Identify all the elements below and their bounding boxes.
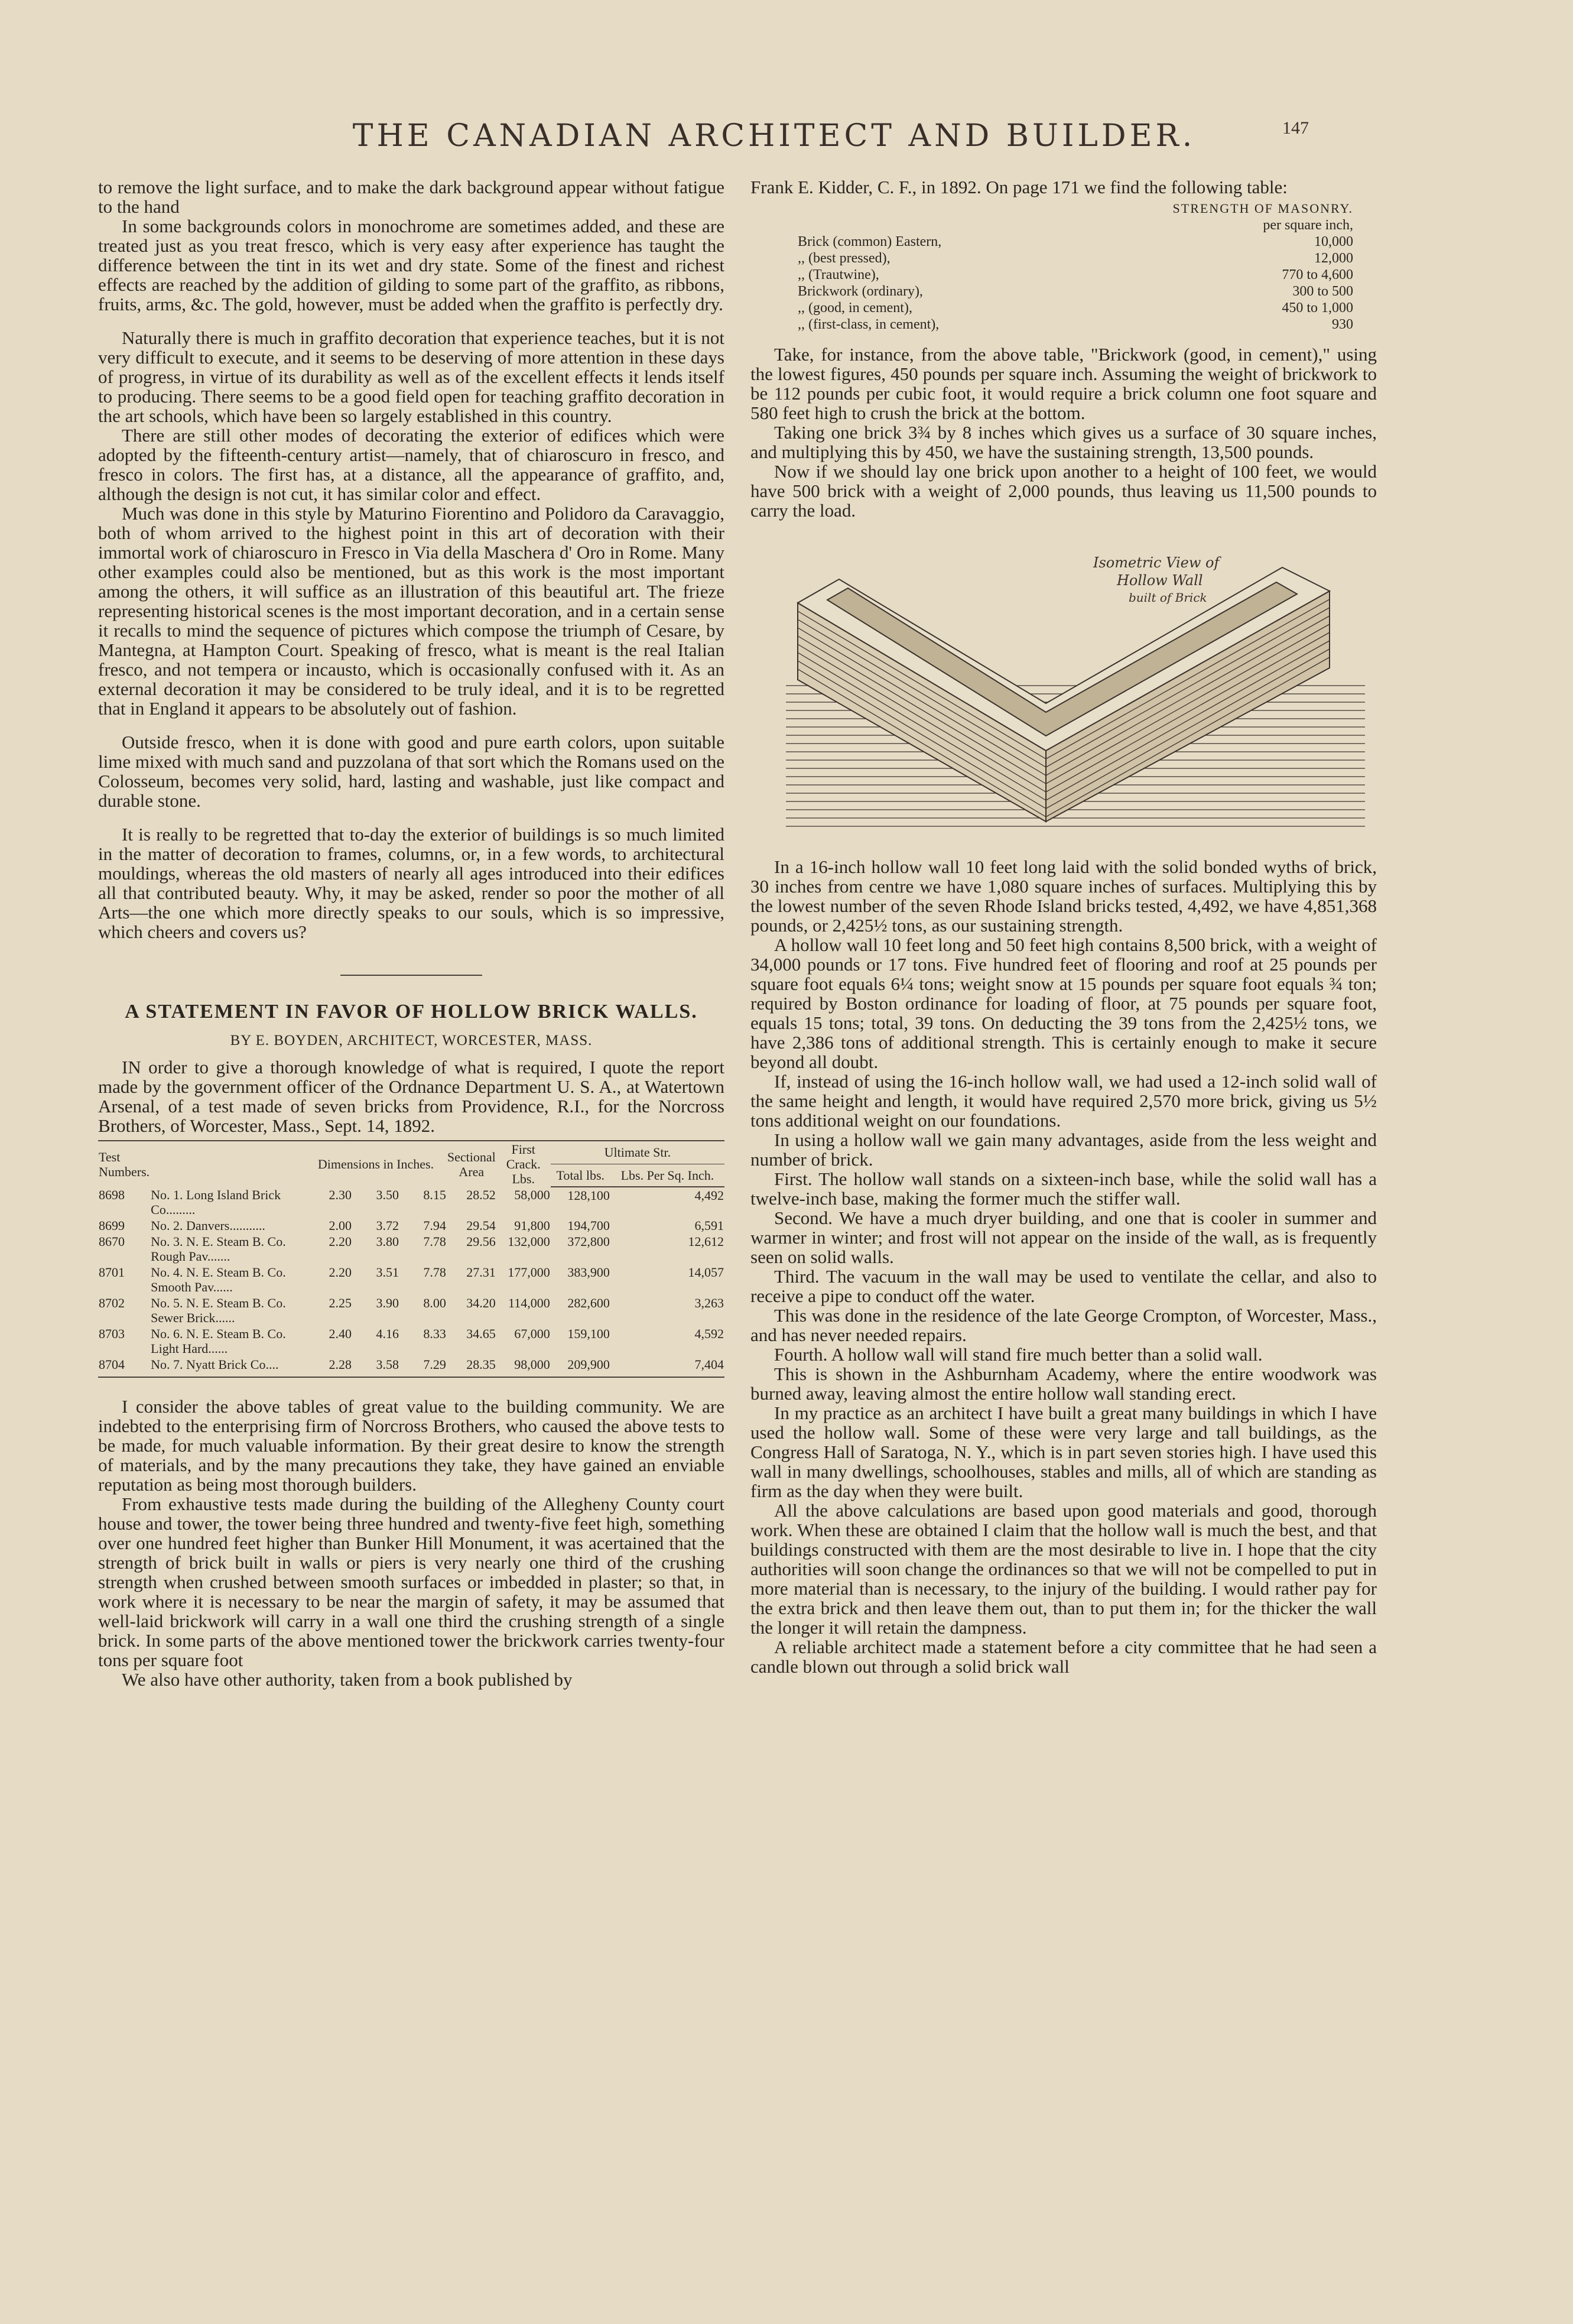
cell-no: No. 2. (151, 1218, 183, 1233)
masonry-table-title: STRENGTH OF MASONRY. (1172, 201, 1353, 216)
brick-test-table (98, 1140, 724, 1378)
cell-brick-name: N. E. Steam B. Co. Light Hard...... (151, 1326, 286, 1356)
cell-area: 34.65 (466, 1326, 496, 1341)
cell-per: 12,612 (688, 1234, 724, 1249)
cell-total: 128,100 (567, 1188, 610, 1203)
cell-area: 27.31 (466, 1265, 496, 1280)
cell-test-number: 8670 (99, 1234, 125, 1249)
cell-area: 29.54 (466, 1218, 496, 1233)
paragraph: It is really to be regretted that to-day the exterior of buildings is so much limited in the matter of decoration to frames, columns, or, in a few words, to architectural mouldings, whereas the old masters of nearly all ages introduced into their edifices all that contributed beauty. Why, it may be asked, render so poor the mother of all Arts—the one which more directly speaks to our souls, which is so impressive, which cheers and covers us? (98, 824, 724, 942)
masonry-value: 10,000 (1314, 234, 1353, 249)
figure-caption-3: built of Brick (1129, 590, 1207, 605)
cell-d1: 2.20 (329, 1234, 352, 1249)
table-row (98, 1187, 724, 1218)
cell-crack: 58,000 (514, 1187, 550, 1202)
cell-d3: 7.78 (423, 1234, 446, 1249)
cell-no: No. 6. (151, 1326, 183, 1341)
cell-no: No. 7. (151, 1357, 183, 1372)
masonry-label: ,, (best pressed), (798, 251, 890, 266)
cell-d2: 3.72 (376, 1218, 399, 1233)
cell-brick-name: N. E. Steam B. Co. Smooth Pav...... (151, 1265, 286, 1294)
cell-test-number: 8703 (99, 1326, 125, 1341)
paragraph: This was done in the residence of the late George Crompton, of Worcester, Mass., and has never needed repairs. (750, 1305, 1377, 1345)
section-divider (340, 975, 482, 976)
cell-crack: 132,000 (508, 1234, 550, 1249)
table-row (98, 1218, 724, 1234)
th-name (150, 1141, 305, 1187)
th-per-sq-inch: Lbs. Per Sq. Inch. (610, 1164, 724, 1187)
cell-total: 372,800 (567, 1234, 610, 1249)
cell-test-number: 8704 (98, 1356, 150, 1377)
cell-d1: 2.28 (305, 1356, 352, 1377)
cell-d3: 8.33 (423, 1326, 446, 1341)
cell-total: 159,100 (567, 1326, 610, 1341)
hollow-wall-drawing (750, 538, 1377, 833)
masonry-label: Brick (common) Eastern, (798, 234, 942, 249)
running-title: THE CANADIAN ARCHITECT AND BUILDER. (352, 118, 1196, 154)
masonry-value: 300 to 500 (1292, 284, 1353, 299)
cell-d1: 2.20 (329, 1265, 352, 1280)
cell-total: 282,600 (567, 1296, 610, 1310)
cell-area: 28.52 (466, 1187, 496, 1202)
masonry-table-subtitle: per square inch, (1263, 218, 1353, 233)
cell-area: 34.20 (466, 1296, 496, 1310)
paragraph: Second. We have a much dryer building, and one that is cooler in summer and warmer in winter; and frost will not appear on the inside of the wall, as is frequently seen on solid walls. (750, 1208, 1377, 1267)
paragraph: We also have other authority, taken from a book published by (122, 1669, 573, 1690)
left-column (98, 177, 724, 1689)
paragraph: Taking one brick 3¾ by 8 inches which gives us a surface of 30 square inches, and multiplying this by 450, we have the sustaining strength, 13,500 pounds. (750, 422, 1377, 462)
cell-no: No. 3. (151, 1234, 183, 1249)
paragraph: Fourth. A hollow wall will stand fire much better than a solid wall. (774, 1344, 1263, 1365)
paragraph: In a 16-inch hollow wall 10 feet long laid with the solid bonded wyths of brick, 30 inches from centre we have 1,080 square inches of surfaces. Multiplying this by the lowest number of the seven Rhode Island bricks tested, 4,492, we have 4,851,368 pounds, or 2,425½ tons, as our sustaining strength. (750, 856, 1377, 936)
cell-per: 4,492 (694, 1188, 724, 1203)
cell-area: 29.56 (466, 1234, 496, 1249)
cell-total: 383,900 (567, 1265, 610, 1280)
right-column (750, 177, 1377, 1676)
cell-crack: 177,000 (508, 1265, 550, 1280)
masonry-row (750, 233, 1377, 250)
cell-crack: 91,800 (514, 1218, 550, 1233)
cell-total: 194,700 (567, 1218, 610, 1233)
cell-brick-name: N. E. Steam B. Co. Sewer Brick...... (151, 1296, 286, 1325)
masonry-label: Brickwork (ordinary), (798, 284, 923, 299)
table-row (98, 1264, 724, 1295)
th-test-numbers: Test Numbers. (98, 1141, 150, 1187)
masonry-label: ,, (good, in cement), (798, 300, 912, 316)
th-first-crack: First Crack. Lbs. (496, 1141, 551, 1187)
masonry-label: ,, (first-class, in cement), (798, 317, 940, 332)
paragraph: First. The hollow wall stands on a sixteen-inch base, while the solid wall has a twelve-inch base, making the former much the stiffer wall. (750, 1169, 1377, 1209)
cell-brick-name: Long Island Brick Co......... (151, 1187, 281, 1217)
cell-per: 14,057 (688, 1265, 724, 1280)
figure-caption-1: Isometric View of (1093, 554, 1220, 571)
paragraph: Much was done in this style by Maturino Fiorentino and Polidoro da Caravaggio, both of whom arrived to the highest point in this art of decoration with their immortal work of chiaroscuro in Fresco in Via della Maschera d' Oro in Rome. Many other examples could also be mentioned, but as this work is the most important among the others, it will suffice as an illustration of this beautiful art. The frieze representing historical scenes is the most important decoration, and in a certain sense it recalls to mind the sequence of pictures which compose the triumph of Cesare, by Mantegna, at Hampton Court. Speaking of fresco, what is meant is the real Italian fresco, and not tempera or incausto, which is occasionally confused with it. As an external decoration it may be considered to be truly ideal, and it is to be regretted that in England it appears to be absolutely out of fashion. (98, 503, 724, 719)
paragraph: In using a hollow wall we gain many advantages, aside from the less weight and number of brick. (750, 1129, 1377, 1170)
cell-per: 7,404 (610, 1356, 724, 1377)
page-number: 147 (1282, 118, 1309, 138)
th-total: Total lbs. (551, 1164, 610, 1187)
cell-test-number: 8701 (99, 1265, 125, 1280)
paragraph: Now if we should lay one brick upon another to a height of 100 feet, we would have 500 brick with a weight of 2,000 pounds, thus leaving us 11,500 pounds to carry the load. (750, 461, 1377, 521)
cell-brick-name: Nyatt Brick Co.... (186, 1357, 279, 1372)
paragraph: Take, for instance, from the above table, "Brickwork (good, in cement)," using the lowest figures, 450 pounds per square inch. Assuming the weight of brickwork to be 112 pounds per cubic foot, it would require a brick column one foot square and 580 feet high to crush the brick at the bottom. (750, 344, 1377, 423)
paragraph: A hollow wall 10 feet long and 50 feet high contains 8,500 brick, with a weight of 34,000 pounds or 17 tons. Five hundred feet of flooring and roof at 25 pounds per square foot equals 6¼ tons; weight snow at 15 pounds per square foot equals ¾ ton; required by Boston ordinance for loading of floor, at 75 pounds per square foot, equals 15 tons; total, 39 tons. On deducting the 39 tons from the 2,425½ tons, we have 2,386 tons of additional strength. This is certainly enough to make it secure beyond all doubt. (750, 934, 1377, 1072)
masonry-row (750, 250, 1377, 267)
cell-per: 4,592 (694, 1326, 724, 1341)
paragraph: From exhaustive tests made during the building of the Allegheny County court house and tower, the tower being three hundred and twenty-five feet high, something over one hundred feet higher than Bunker Hill Monument, it was acertained that the strength of brick built in walls or piers is very nearly one third of the crushing strength when crushed between smooth surfaces or imbedded in plaster; so that, in work where it is necessary to be near the margin of safety, it may be assumed that well-laid brickwork will carry in a wall one third the crushing strength of a single brick. In some parts of the above mentioned tower the brickwork carries twenty-four tons per square foot (98, 1494, 724, 1670)
cell-d3: 7.94 (423, 1218, 446, 1233)
article-title: A STATEMENT IN FAVOR OF HOLLOW BRICK WALLS. (125, 1001, 698, 1023)
paragraph: A reliable architect made a statement before a city committee that he had seen a candle blown out through a solid brick wall (750, 1637, 1377, 1677)
paragraph: Frank E. Kidder, C. F., in 1892. On page 171 we find the following table: (750, 177, 1288, 197)
table-row (98, 1356, 724, 1377)
cell-crack: 114,000 (508, 1296, 550, 1310)
paragraph: Outside fresco, when it is done with good and pure earth colors, upon suitable lime mixed with much sand and puzzolana of that sort which the Romans used on the Colosseum, becomes very solid, hard, lasting and washable, just like compact and durable stone. (98, 732, 724, 811)
cell-per: 3,263 (694, 1296, 724, 1310)
running-head (0, 118, 1573, 160)
cell-area: 28.35 (447, 1356, 496, 1377)
cell-crack: 98,000 (496, 1356, 551, 1377)
th-ultimate: Ultimate Str. (551, 1141, 724, 1164)
cell-d1: 2.25 (329, 1296, 352, 1310)
cell-test-number: 8698 (99, 1187, 125, 1202)
masonry-row (750, 267, 1377, 283)
th-sectional-area: Sectional Area (447, 1141, 496, 1187)
masonry-label: ,, (Trautwine), (798, 267, 879, 283)
cell-d3: 7.29 (399, 1356, 447, 1377)
masonry-strength-table (750, 200, 1377, 333)
cell-crack: 67,000 (514, 1326, 550, 1341)
paragraph: This is shown in the Ashburnham Academy, where the entire woodwork was burned away, leaving almost the entire hollow wall standing erect. (750, 1364, 1377, 1404)
figure-caption-2: Hollow Wall (1117, 572, 1203, 589)
article-intro: IN order to give a thorough knowledge of what is required, I quote the report made by the government officer of the Ordnance Department U. S. A., at Watertown Arsenal, of a test made of seven bricks from Providence, R.I., for the Norcross Brothers, of Worcester, Mass., Sept. 14, 1892. (98, 1057, 724, 1136)
masonry-row (750, 300, 1377, 316)
cell-d1: 2.30 (329, 1187, 352, 1202)
masonry-row (750, 316, 1377, 333)
cell-d2: 3.50 (376, 1187, 399, 1202)
cell-no: No. 5. (151, 1296, 183, 1310)
masonry-value: 12,000 (1314, 251, 1353, 266)
paragraph: I consider the above tables of great value to the building community. We are indebted to the enterprising firm of Norcross Brothers, who caused the above tests to be made, for much valuable information. By their great desire to know the strength of materials, and by the many precautions they take, they have gained an enviable reputation as being most thorough builders. (98, 1396, 724, 1495)
cell-brick-name: N. E. Steam B. Co. Rough Pav....... (151, 1234, 286, 1264)
cell-brick-name: Danvers........... (186, 1218, 265, 1233)
masonry-value: 770 to 4,600 (1282, 267, 1353, 283)
cell-d2: 4.16 (376, 1326, 399, 1341)
cell-per: 6,591 (694, 1218, 724, 1233)
cell-d3: 7.78 (423, 1265, 446, 1280)
paragraph: In some backgrounds colors in monochrome are sometimes added, and these are treated just as you treat fresco, which is very easy after experience has taught the difference between the tint in its wet and dry state. Some of the finest and richest effects are reached by the addition of gilding to some part of the graffito, as ribbons, fruits, arms, &c. The gold, however, must be added when the graffito is perfectly dry. (98, 216, 724, 314)
cell-total: 209,900 (551, 1356, 610, 1377)
cell-no: No. 1. (151, 1187, 183, 1202)
cell-d3: 8.15 (423, 1187, 446, 1202)
paragraph: In my practice as an architect I have built a great many buildings in which I have used the hollow wall. Some of these were very large and tall buildings, as the Congress Hall of Saratoga, N. Y., which is in part seven stories high. I have used this wall in many dwellings, schoolhouses, stables and mills, all of which are standing as firm as the day when they were built. (750, 1403, 1377, 1501)
cell-d2: 3.51 (376, 1265, 399, 1280)
cell-d2: 3.58 (352, 1356, 399, 1377)
cell-d2: 3.80 (376, 1234, 399, 1249)
table-row (98, 1295, 724, 1326)
masonry-value: 450 to 1,000 (1282, 300, 1353, 316)
paragraph: There are still other modes of decorating the exterior of edifices which were adopted by the fifteenth-century artist—namely, that of chiaroscuro in fresco, and fresco in colors. The first has, at a distance, all the appearance of graffito, and, although the design is not cut, it has similar color and effect. (98, 425, 724, 504)
cell-d2: 3.90 (376, 1296, 399, 1310)
cell-d3: 8.00 (423, 1296, 446, 1310)
th-dimensions: Dimensions in Inches. (305, 1141, 447, 1187)
masonry-value: 930 (1332, 317, 1353, 332)
paragraph: to remove the light surface, and to make the dark background appear without fatigue to the hand (98, 177, 724, 217)
table-row (98, 1326, 724, 1356)
paragraph: Naturally there is much in graffito decoration that experience teaches, but it is not very difficult to execute, and it seems to be deserving of more attention in these days of progress, in virtue of its durability as well as of the excellent effects it lends itself to producing. There seems to be a good field open for teaching graffito decoration in the art schools, which have been so largely established in this country. (98, 327, 724, 426)
cell-no: No. 4. (151, 1265, 183, 1280)
cell-test-number: 8699 (99, 1218, 125, 1233)
article-byline: BY E. BOYDEN, ARCHITECT, WORCESTER, MASS. (230, 1033, 593, 1049)
cell-d1: 2.40 (329, 1326, 352, 1341)
cell-d1: 2.00 (329, 1218, 352, 1233)
hollow-wall-illustration (750, 538, 1377, 833)
masonry-row (750, 283, 1377, 300)
table-row (98, 1234, 724, 1264)
cell-test-number: 8702 (99, 1296, 125, 1310)
paragraph: If, instead of using the 16-inch hollow wall, we had used a 12-inch solid wall of the same height and length, it would have required 2,570 more brick, giving us 5½ tons additional weight on our foundations. (750, 1071, 1377, 1131)
paragraph: All the above calculations are based upon good materials and good, thorough work. When these are obtained I claim that the hollow wall is much the best, and that buildings constructed with them are the most desirable to live in. I hope that the city authorities will soon change the ordinances so that we will not be compelled to put in more material than is necessary, to the injury of the building. I would rather pay for the extra brick and then leave them out, than to put them in; for the thicker the wall the longer it will retain the dampness. (750, 1500, 1377, 1638)
paragraph: Third. The vacuum in the wall may be used to ventilate the cellar, and also to receive a pipe to conduct off the water. (750, 1266, 1377, 1306)
